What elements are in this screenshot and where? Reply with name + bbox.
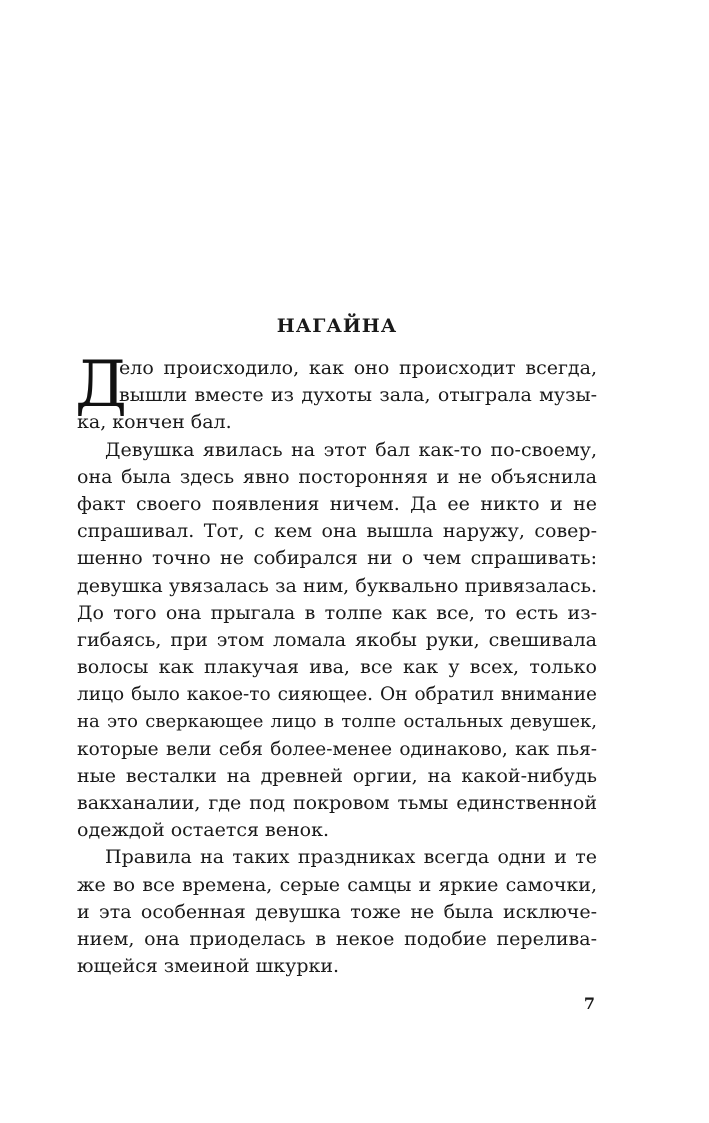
text-line: она была здесь явно посторонняя и не объяснила <box>77 465 597 488</box>
paragraph-2 <box>77 437 597 845</box>
text-line: шенно точно не собирался ни о чем спрашивать: <box>77 547 597 570</box>
text-line: гибаясь, при этом ломала якобы руки, свешивала <box>77 628 597 651</box>
text-line: ка, кончен бал. <box>77 411 232 434</box>
text-line: Девушка явилась на этот бал как-то по-своему, <box>105 438 597 461</box>
text-line: одеждой остается венок. <box>77 819 330 842</box>
book-page <box>77 0 597 1123</box>
text-line: девушка увязалась за ним, буквально привязалась. <box>77 574 597 597</box>
chapter-title: НАГАЙНА <box>276 315 398 337</box>
text-line: на это сверкающее лицо в толпе остальных девушек, <box>77 711 597 733</box>
text-line: и эта особенная девушка тоже не была исключе- <box>77 900 597 923</box>
text-line: ело происходило, как оно происходит всегда, <box>119 357 597 379</box>
text-line: спрашивал. Тот, с кем она вышла наружу, совер- <box>77 520 597 543</box>
text-line: ные весталки на древней оргии, на какой-нибудь <box>77 764 597 787</box>
drop-cap: Д <box>75 348 128 422</box>
text-line: волосы как плакучая ива, все как у всех, только <box>77 656 597 679</box>
text-line: ющейся змеиной шкурки. <box>77 955 340 978</box>
paragraph-1 <box>75 348 597 437</box>
text-line: До того она прыгала в толпе как все, то есть из- <box>77 601 597 624</box>
body-text <box>75 348 597 980</box>
text-line: нием, она приоделась в некое подобие перелива- <box>77 927 597 950</box>
text-line: лицо было какое-то сияющее. Он обратил внимание <box>77 684 597 706</box>
text-line: вакханалии, где под покровом тьмы единственной <box>77 792 597 814</box>
paragraph-3 <box>77 844 597 980</box>
text-line: факт своего появления ничем. Да ее никто и не <box>77 492 597 515</box>
page-number: 7 <box>583 994 595 1013</box>
text-line: Правила на таких праздниках всегда одни и те <box>105 846 597 869</box>
text-line: же во все времена, серые самцы и яркие самочки, <box>77 873 597 896</box>
text-line: вышли вместе из духоты зала, отыграла музы- <box>119 384 597 407</box>
text-line: которые вели себя более-менее одинаково, как пья- <box>77 738 597 760</box>
